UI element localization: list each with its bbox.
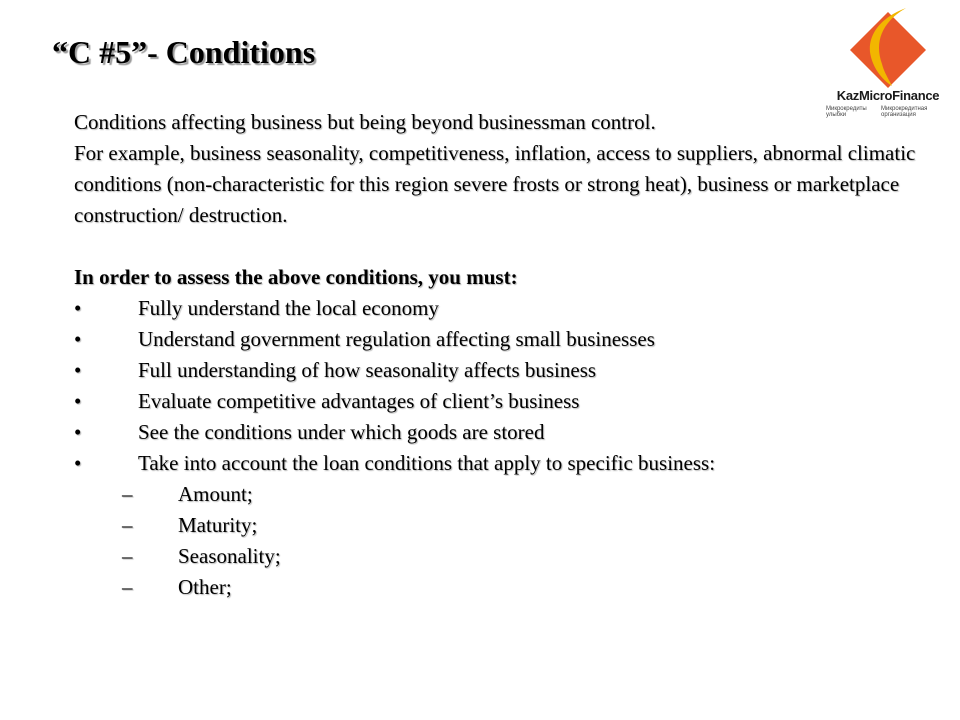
- list-item: [74, 324, 934, 355]
- assessment-lead-in: In order to assess the above conditions, you must:: [74, 265, 518, 289]
- sub-list-item-text: Other;: [178, 575, 232, 599]
- slide-body: [74, 107, 934, 603]
- list-item: [74, 417, 934, 448]
- list-item-text: Full understanding of how seasonality affects business: [138, 358, 597, 382]
- bullet-icon: •: [74, 420, 82, 444]
- bullet-icon: •: [74, 389, 82, 413]
- sub-list-item-text: Amount;: [178, 482, 253, 506]
- logo-tagline-left: Микрокредиты улыбки: [826, 106, 867, 118]
- dash-icon: –: [122, 575, 133, 599]
- dash-icon: –: [122, 544, 133, 568]
- sub-list-item: [74, 479, 934, 510]
- assessment-list: [74, 293, 934, 479]
- list-item-text: Evaluate competitive advantages of client’s business: [138, 389, 580, 413]
- logo-tagline-right: Микрокредитная организация: [881, 106, 928, 118]
- sub-list-item-text: Seasonality;: [178, 544, 281, 568]
- bullet-icon: •: [74, 358, 82, 382]
- sub-list-item: [74, 572, 934, 603]
- bullet-icon: •: [74, 296, 82, 320]
- intro-paragraph: Conditions affecting business but being beyond businessman control.: [74, 110, 656, 134]
- dash-icon: –: [122, 513, 133, 537]
- slide-title: “C #5”- Conditions: [52, 34, 316, 70]
- list-item: [74, 293, 934, 324]
- list-item-text: Take into account the loan conditions that apply to specific business:: [138, 451, 716, 475]
- list-item-text: Understand government regulation affecting small businesses: [138, 327, 655, 351]
- sub-list-item-text: Maturity;: [178, 513, 258, 537]
- list-item-text: See the conditions under which goods are stored: [138, 420, 545, 444]
- dash-icon: –: [122, 482, 133, 506]
- list-item: [74, 386, 934, 417]
- sub-list-item: [74, 510, 934, 541]
- loan-conditions-list: [74, 479, 934, 603]
- kazmicrofinance-logo: [822, 8, 954, 118]
- logo-mark-icon: [822, 8, 954, 90]
- list-item: [74, 355, 934, 386]
- list-item: [74, 448, 934, 479]
- bullet-icon: •: [74, 451, 82, 475]
- list-item-text: Fully understand the local economy: [138, 296, 439, 320]
- bullet-icon: •: [74, 327, 82, 351]
- logo-name: KazMicroFinance: [836, 88, 940, 103]
- sub-list-item: [74, 541, 934, 572]
- example-paragraph: For example, business seasonality, competitiveness, inflation, access to suppliers, abnormal climatic conditions (non-characteristic for this region severe frosts or strong heat), business or marketplace construction/ destruction.: [74, 141, 916, 227]
